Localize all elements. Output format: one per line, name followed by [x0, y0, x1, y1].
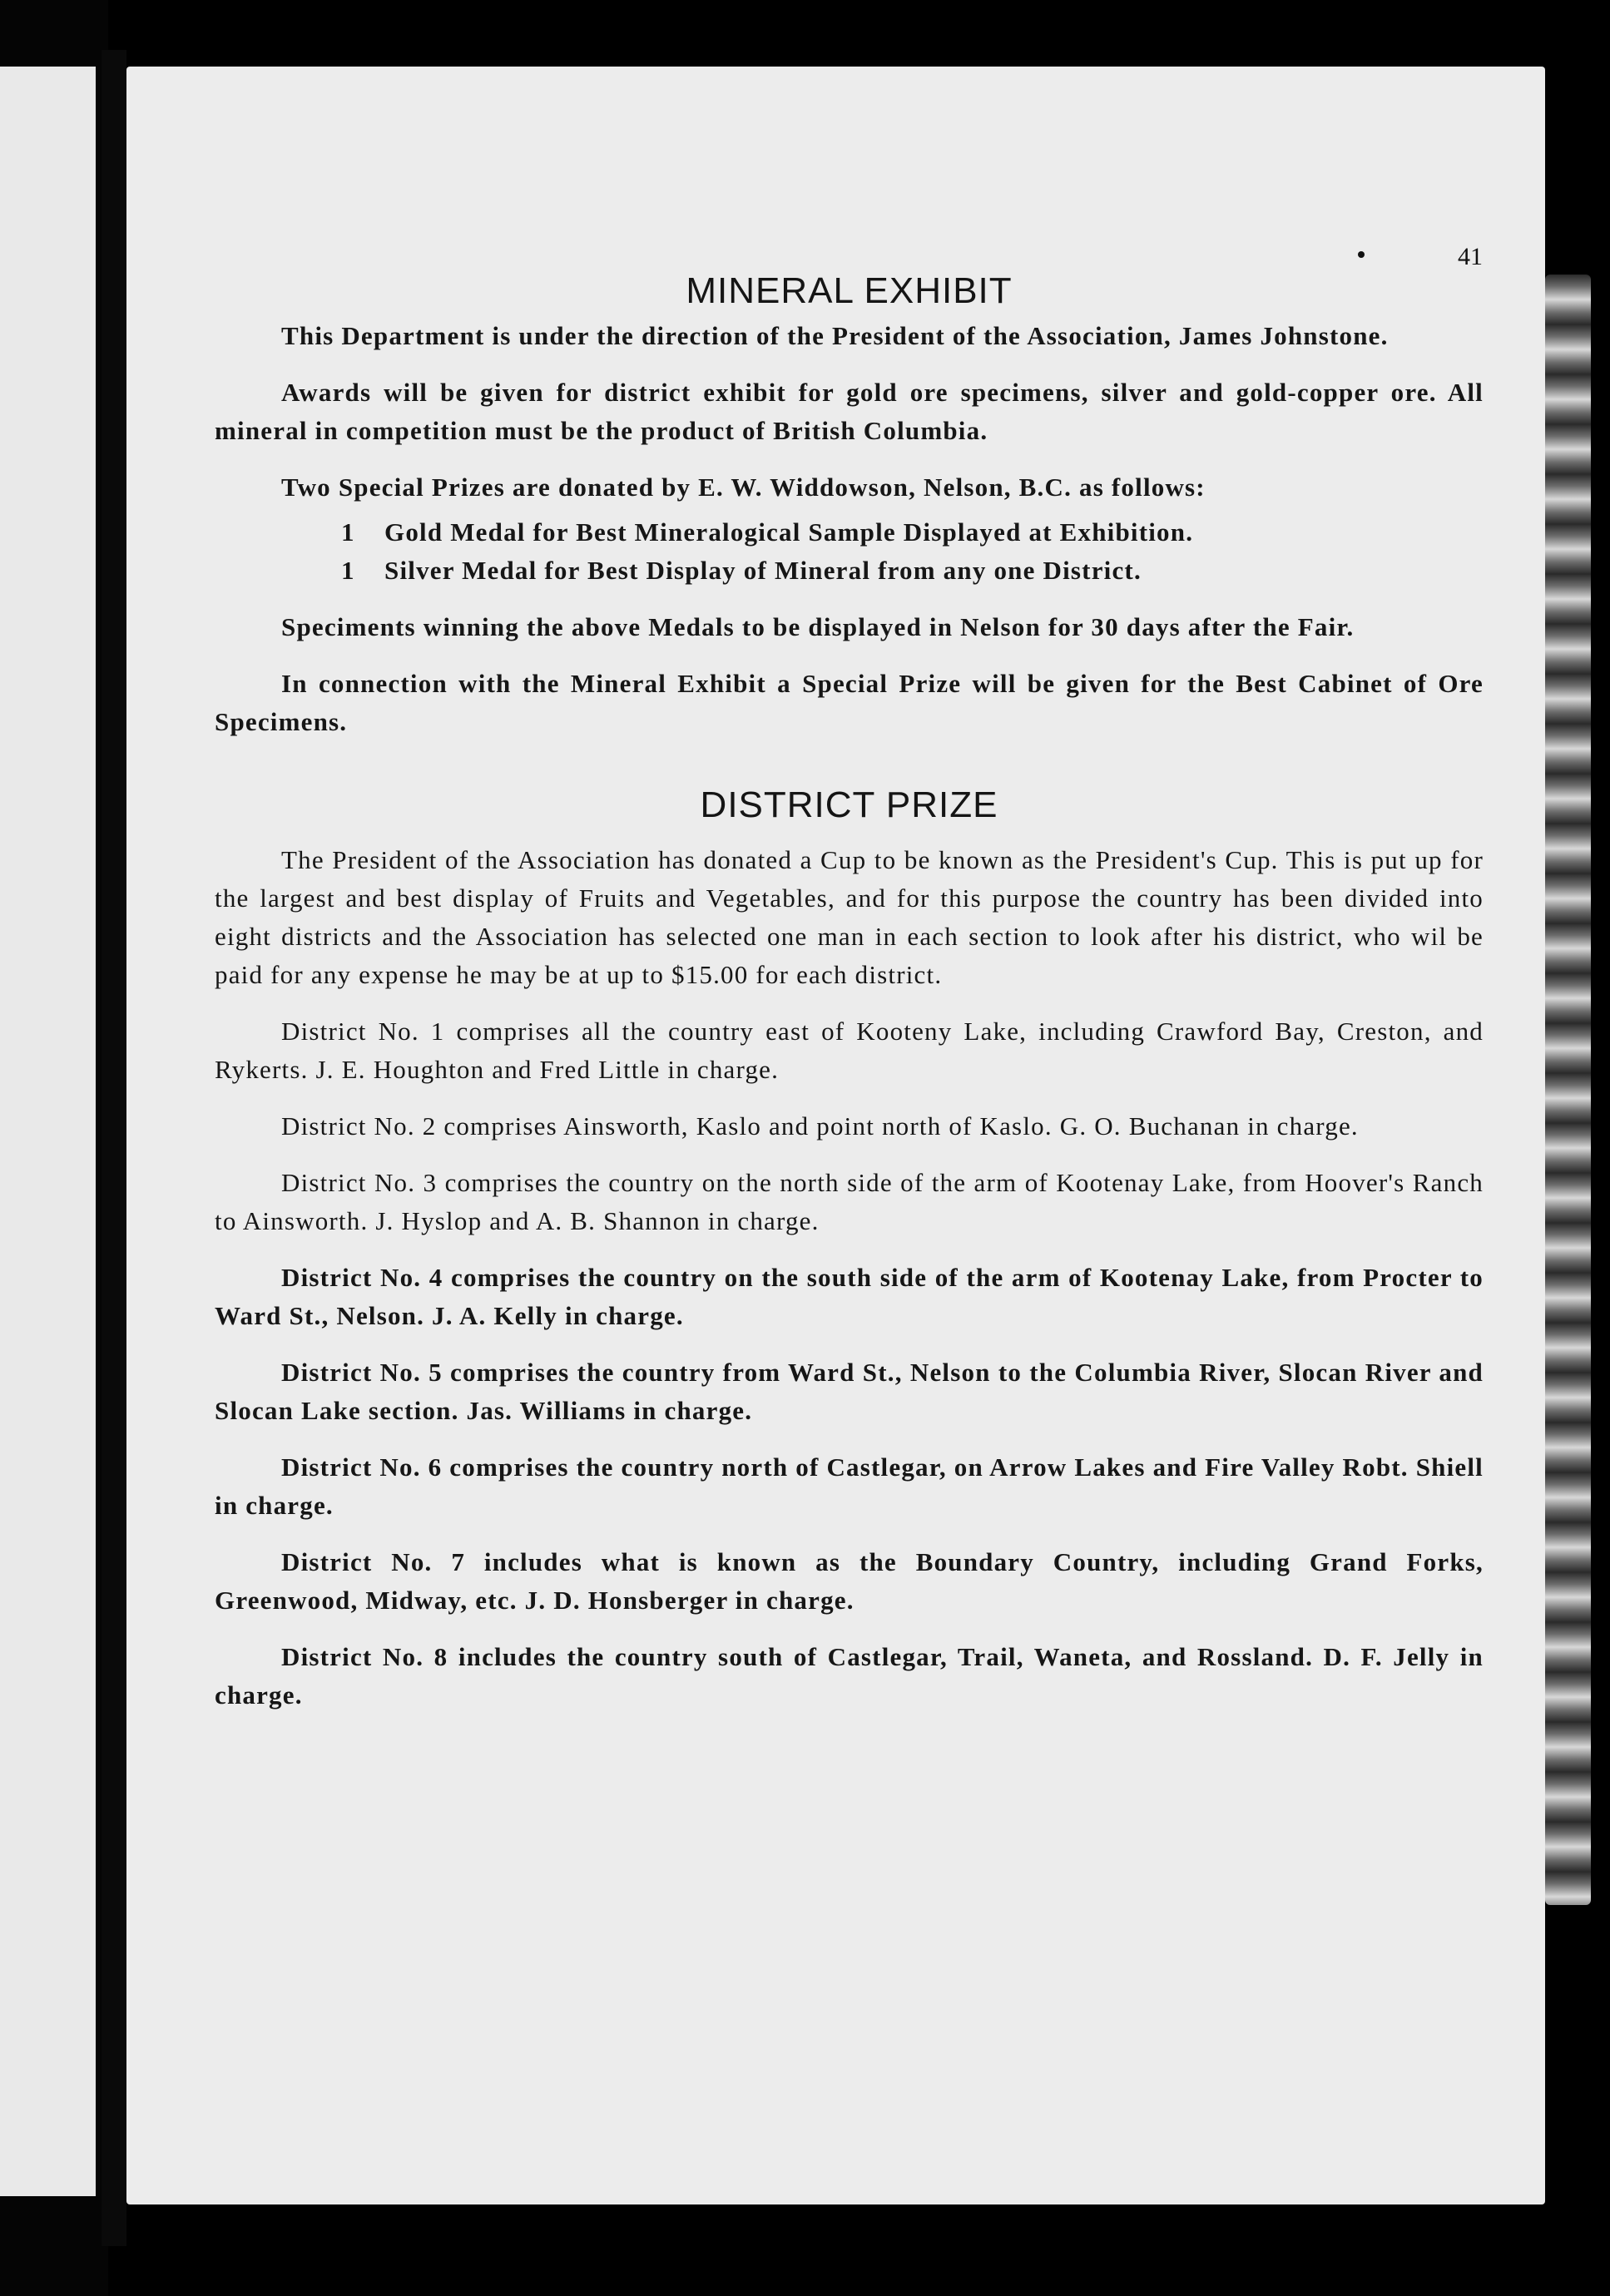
ink-dot — [1358, 251, 1365, 258]
medal-number: 1 — [341, 556, 355, 585]
mineral-paragraph: Speciments winning the above Medals to be displayed in Nelson for 30 days after the Fair. — [281, 612, 1355, 641]
mineral-exhibit-title: MINERAL EXHIBIT — [686, 270, 1013, 311]
book-gutter — [102, 50, 126, 2246]
medal-list — [215, 513, 1484, 590]
district-intro: The President of the Association has donated a Cup to be known as the President's Cup. This is put up for the largest and best display of Fruits and Vegetables, and for this purpose the country has been divided into eight districts and the Association has selected one man in each section to look after his district, who wil be paid for any expense he may be at up to $15.00 for each district. — [215, 845, 1484, 989]
district-paragraph: District No. 2 comprises Ainsworth, Kaslo and point north of Kaslo. G. O. Buchanan in charge. — [281, 1111, 1359, 1141]
mineral-paragraph: In connection with the Mineral Exhibit a Special Prize will be given for the Best Cabinet of Ore Specimens. — [215, 669, 1484, 736]
district-paragraph: District No. 3 comprises the country on the north side of the arm of Kootenay Lake, from Hoover's Ranch to Ainsworth. J. Hyslop and A. B. Shannon in charge. — [215, 1168, 1484, 1235]
medal-item — [341, 513, 1484, 552]
district-paragraph: District No. 5 comprises the country from Ward St., Nelson to the Columbia River, Slocan River and Slocan Lake section. Jas. Williams in charge. — [215, 1358, 1484, 1425]
left-page-sliver — [0, 67, 96, 2196]
page-number: 41 — [1458, 243, 1483, 270]
district-paragraph: District No. 8 includes the country south of Castlegar, Trail, Waneta, and Rossland. D. F. Jelly in charge. — [215, 1642, 1484, 1710]
mineral-paragraph: Two Special Prizes are donated by E. W. Widdowson, Nelson, B.C. as follows: — [281, 473, 1206, 502]
medal-item — [341, 552, 1484, 590]
medal-text: Silver Medal for Best Display of Mineral from any one District. — [384, 556, 1142, 585]
medal-number: 1 — [341, 517, 355, 547]
page-content — [215, 270, 1484, 1733]
mineral-paragraph: This Department is under the direction of the President of the Association, James Johnstone. — [281, 321, 1389, 350]
district-paragraph: District No. 6 comprises the country north of Castlegar, on Arrow Lakes and Fire Valley Robt. Shiell in charge. — [215, 1452, 1484, 1520]
district-paragraph: District No. 1 comprises all the country east of Kooteny Lake, including Crawford Bay, Creston, and Rykerts. J. E. Houghton and Fred Little in charge. — [215, 1017, 1484, 1084]
mineral-paragraph: Awards will be given for district exhibit for gold ore specimens, silver and gold-copper ore. All mineral in competition must be the product of British Columbia. — [215, 378, 1484, 445]
medal-text: Gold Medal for Best Mineralogical Sample Displayed at Exhibition. — [384, 517, 1194, 547]
district-prize-title: DISTRICT PRIZE — [700, 784, 998, 825]
district-paragraph: District No. 7 includes what is known as the Boundary Country, including Grand Forks, Greenwood, Midway, etc. J. D. Honsberger in charge. — [215, 1547, 1484, 1615]
page-edge-tabs — [1545, 275, 1591, 1905]
district-paragraph: District No. 4 comprises the country on the south side of the arm of Kootenay Lake, from Procter to Ward St., Nelson. J. A. Kelly in charge. — [215, 1263, 1484, 1330]
